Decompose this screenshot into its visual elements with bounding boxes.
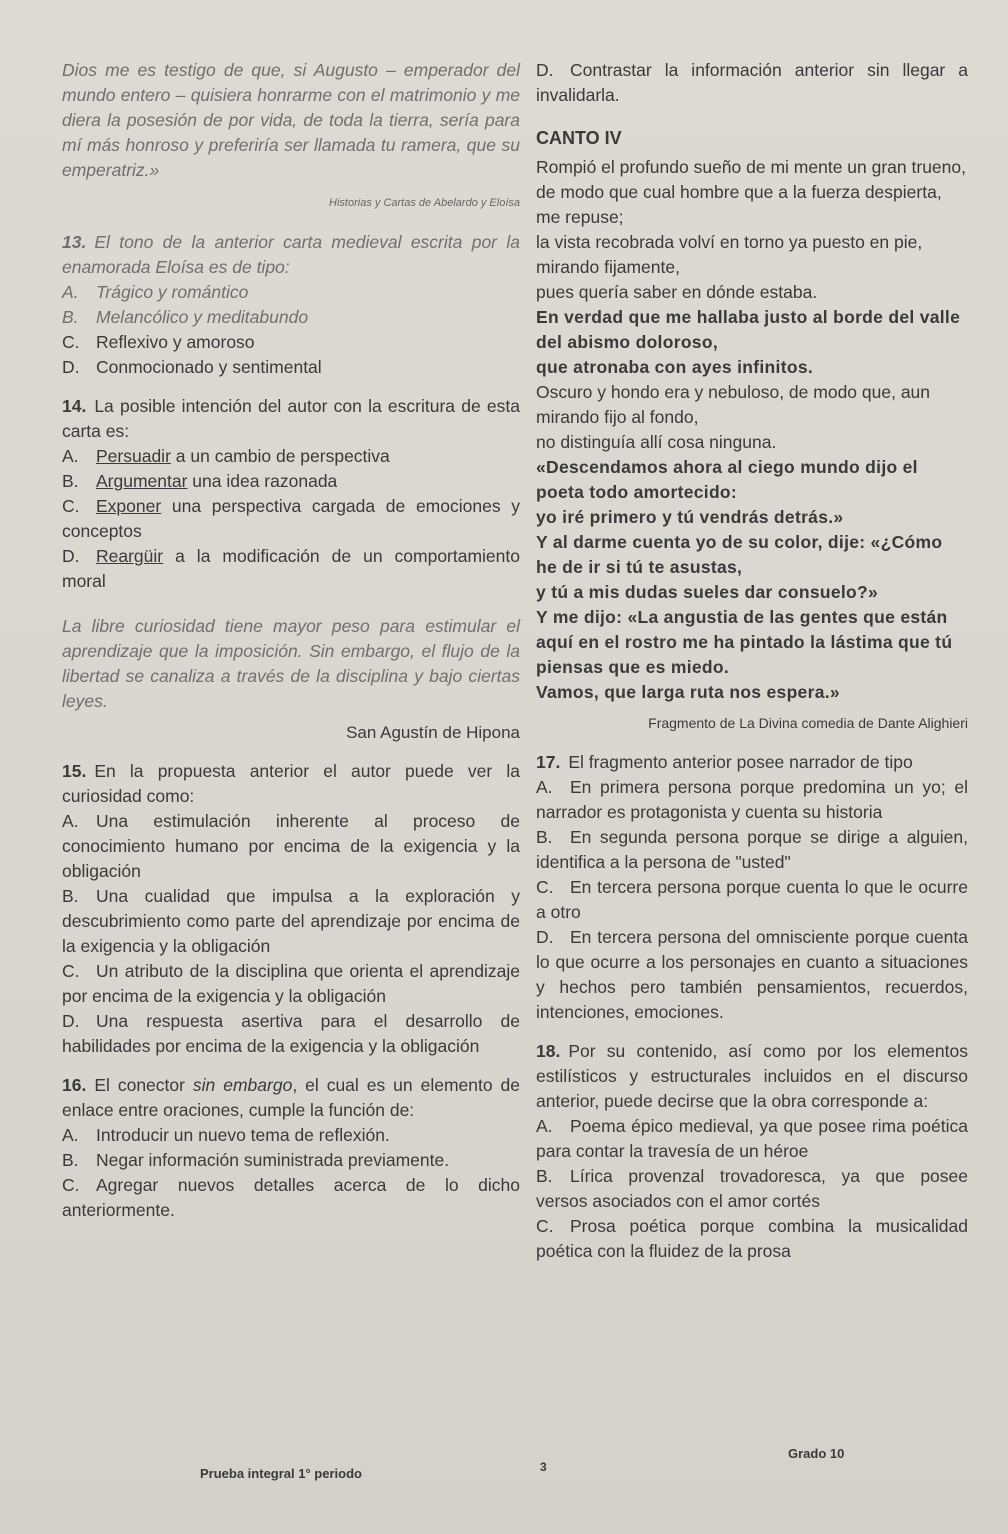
option-b[interactable]: B. Lírica provenzal trovadoresca, ya que posee versos asociados con el amor cortés (536, 1166, 968, 1211)
verse: que atronaba con ayes infinitos. (536, 357, 814, 377)
verse: la vista recobrada volví en torno ya puesto en pie, mirando fijamente, (536, 232, 923, 277)
question-stem: El tono de la anterior carta medieval escrita por la enamorada Eloísa es de tipo: (62, 232, 520, 277)
question-15 (62, 759, 520, 1059)
augustine-passage: La libre curiosidad tiene mayor peso para estimular el aprendizaje que la imposición. Sin embargo, el flujo de la libertad se canaliza a través de la disciplina y bajo ciertas leyes. (62, 616, 520, 711)
verse: Y al darme cuenta yo de su color, dije: «¿Cómo he de ir si tú te asustas, (536, 532, 943, 577)
verse: Vamos, que larga ruta nos espera.» (536, 682, 840, 702)
question-number: 16. (62, 1075, 87, 1095)
question-16: 16. El conector sin embargo, el cual es un elemento de enlace entre oraciones, cumple la función de: A. Introducir un nuevo tema de reflexión. B. Negar información suministrada previamente. C. Agregar nuevos detalles acerca de lo dicho anteriormente. (62, 1073, 520, 1223)
footer-grade: Grado 10 (788, 1446, 845, 1461)
verse: Rompió el profundo sueño de mi mente un gran trueno, (536, 157, 966, 177)
passage-source: San Agustín de Hipona (346, 723, 520, 742)
question-16-option-d[interactable]: D. Contrastar la información anterior sin llegar a invalidarla. (536, 60, 968, 105)
option-c[interactable]: C. Reflexivo y amoroso (62, 332, 255, 352)
option-a[interactable]: A. Poema épico medieval, ya que posee rima poética para contar la travesía de un héroe (536, 1116, 968, 1161)
option-c[interactable]: C. Un atributo de la disciplina que orienta el aprendizaje por encima de la exigencia y la obligación (62, 961, 520, 1006)
question-18 (536, 1039, 968, 1264)
left-column (62, 58, 520, 1223)
verse: Oscuro y hondo era y nebuloso, de modo que, aun mirando fijo al fondo, (536, 382, 931, 427)
option-b[interactable]: B. Negar información suministrada previamente. (62, 1150, 450, 1170)
option-c[interactable]: C. Prosa poética porque combina la musicalidad poética con la fluidez de la prosa (536, 1216, 968, 1261)
option-d[interactable]: D. Una respuesta asertiva para el desarrollo de habilidades por encima de la exigencia y la obligación (62, 1011, 520, 1056)
question-13 (62, 230, 520, 380)
poem-source: Fragmento de La Divina comedia de Dante Alighieri (648, 715, 968, 731)
verse: En verdad que me hallaba justo al borde del valle del abismo doloroso, (536, 307, 961, 352)
question-stem: Por su contenido, así como por los elementos estilísticos y estructurales incluidos en el discurso anterior, puede decirse que la obra corresponde a: (536, 1041, 968, 1111)
option-c[interactable]: C. En tercera persona porque cuenta lo que le ocurre a otro (536, 877, 968, 922)
question-number: 18. (536, 1041, 561, 1061)
eloisa-letter-quote: Dios me es testigo de que, si Augusto – emperador del mundo entero – quisiera honrarme con el matrimonio y me diera la posesión de por vida, de toda la tierra, sería para mí más honroso y preferiría ser llamada tu ramera, que su emperatriz.» (62, 60, 520, 180)
option-b[interactable]: B. Una cualidad que impulsa a la exploración y descubrimiento como parte del aprendizaje por encima de la exigencia y la obligación (62, 886, 520, 956)
option-d[interactable]: D. Reargüir a la modificación de un comportamiento moral (62, 546, 520, 591)
option-b[interactable]: B. En segunda persona porque se dirige a alguien, identifica a la persona de "usted" (536, 827, 968, 872)
option-c[interactable]: C. Agregar nuevos detalles acerca de lo dicho anteriormente. (62, 1175, 520, 1220)
question-number: 15. (62, 761, 87, 781)
verse: «Descendamos ahora al ciego mundo dijo el poeta todo amortecido: (536, 457, 918, 502)
question-number: 14. (62, 396, 87, 416)
option-a[interactable]: A. Introducir un nuevo tema de reflexión. (62, 1125, 390, 1145)
question-17 (536, 750, 968, 1025)
option-a[interactable]: A. Persuadir a un cambio de perspectiva (62, 446, 390, 466)
verse: de modo que cual hombre que a la fuerza despierta, me repuse; (536, 182, 942, 227)
question-stem: La posible intención del autor con la escritura de esta carta es: (62, 396, 520, 441)
question-number: 13. (62, 232, 87, 252)
poem-fragment (536, 155, 968, 705)
option-a[interactable]: A. Una estimulación inherente al proceso de conocimiento humano por encima de la exigencia y la obligación (62, 811, 520, 881)
question-14 (62, 394, 520, 594)
question-stem: El fragmento anterior posee narrador de tipo (568, 752, 913, 772)
option-a[interactable]: A. Trágico y romántico (62, 282, 249, 302)
verse: Y me dijo: «La angustia de las gentes que están aquí en el rostro me ha pintado la lástima que tú piensas que es miedo. (536, 607, 953, 677)
option-b[interactable]: B. Melancólico y meditabundo (62, 307, 309, 327)
verse: pues quería saber en dónde estaba. (536, 282, 818, 302)
quote-source: Historias y Cartas de Abelardo y Eloísa (329, 197, 520, 209)
option-d[interactable]: D. En tercera persona del omnisciente porque cuenta lo que ocurre a los personajes en cuanto a situaciones y hechos pero también pensamientos, recuerdos, intenciones, emociones. (536, 927, 968, 1022)
verse: no distinguía allí cosa ninguna. (536, 432, 777, 452)
option-b[interactable]: B. Argumentar una idea razonada (62, 471, 338, 491)
verse: yo iré primero y tú vendrás detrás.» (536, 507, 844, 527)
page-number: 3 (540, 1460, 547, 1474)
option-c[interactable]: C. Exponer una perspectiva cargada de emociones y conceptos (62, 496, 520, 541)
right-column (536, 58, 968, 1264)
option-a[interactable]: A. En primera persona porque predomina un yo; el narrador es protagonista y cuenta su historia (536, 777, 968, 822)
verse: y tú a mis dudas sueles dar consuelo?» (536, 582, 879, 602)
question-stem: En la propuesta anterior el autor puede ver la curiosidad como: (62, 761, 520, 806)
question-number: 17. (536, 752, 561, 772)
option-d[interactable]: D. Conmocionado y sentimental (62, 357, 322, 377)
canto-title: CANTO IV (536, 128, 622, 148)
footer-exam-name: Prueba integral 1° periodo (200, 1466, 362, 1481)
